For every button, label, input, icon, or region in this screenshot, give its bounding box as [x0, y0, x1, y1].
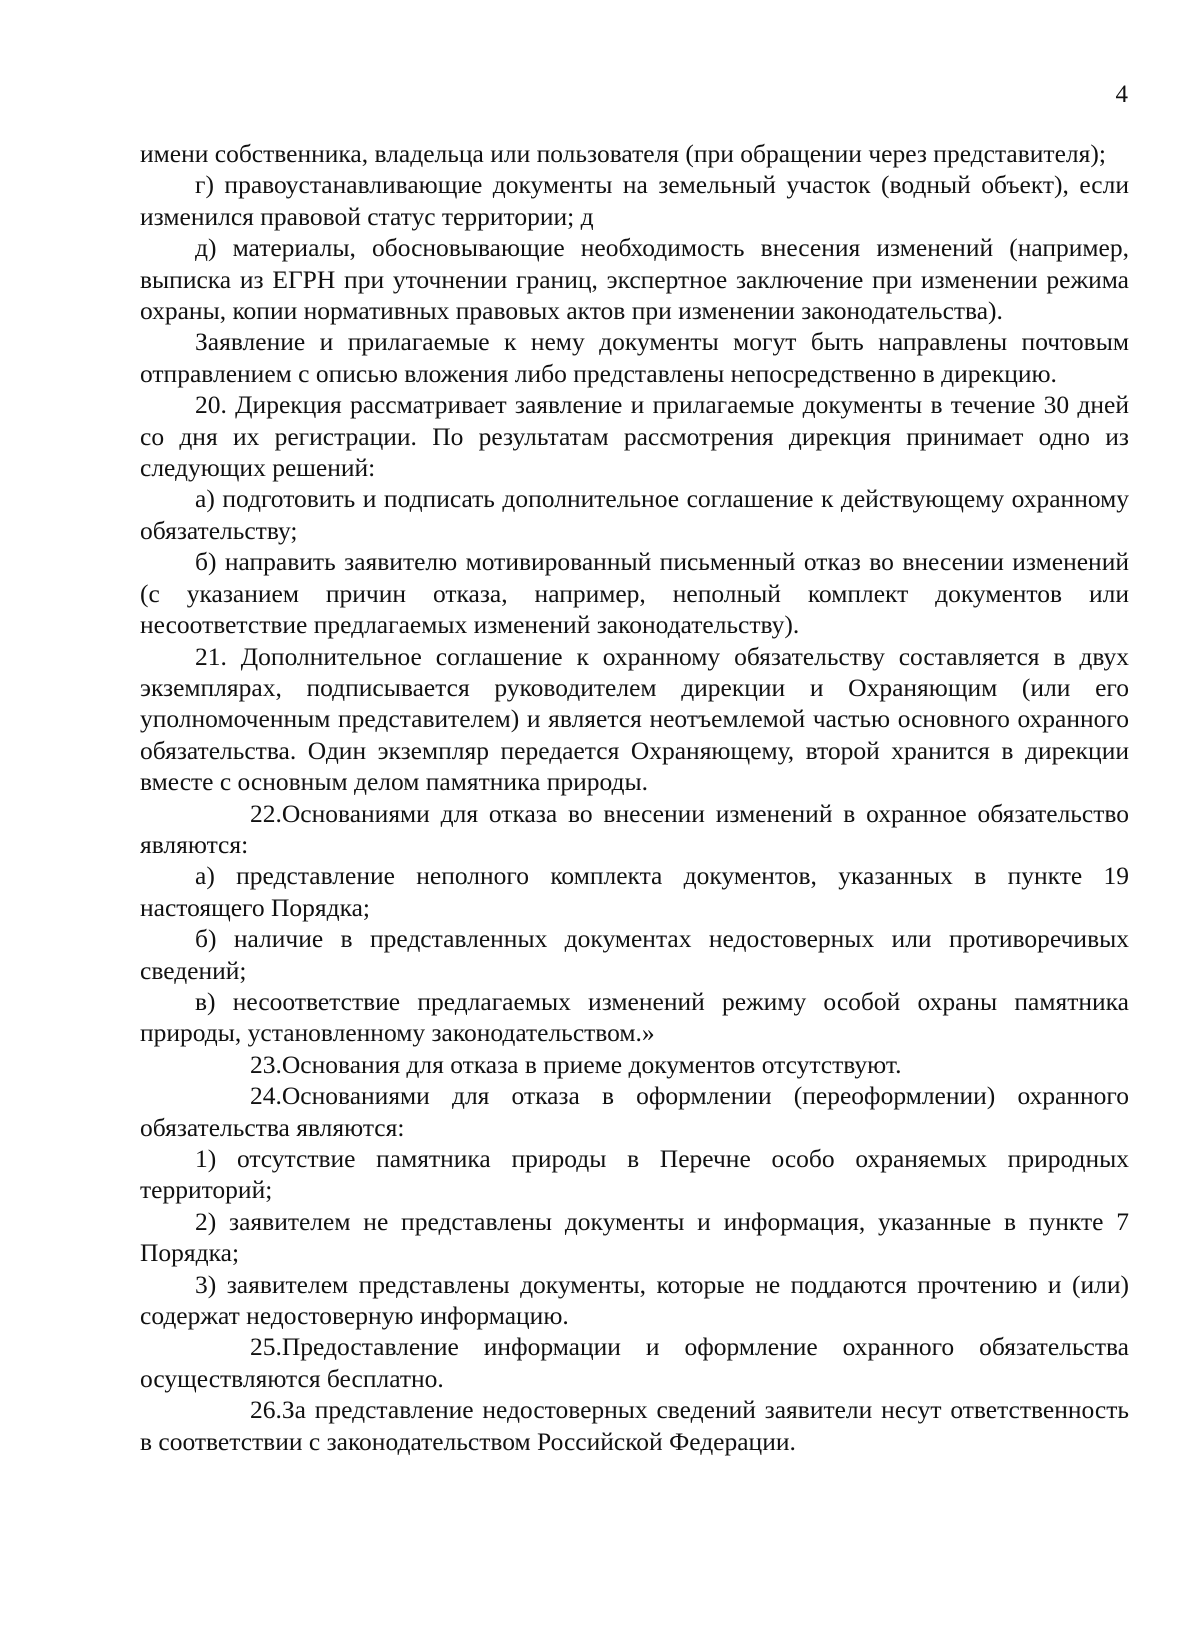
- paragraph: 1) отсутствие памятника природы в Перечне особо охраняемых природных территорий;: [140, 1144, 1129, 1205]
- paragraph: б) наличие в представленных документах недостоверных или противоречивых сведений;: [140, 924, 1129, 985]
- paragraph: д) материалы, обосновывающие необходимость внесения изменений (например, выписка из ЕГРН при уточнении границ, экспертное заключение при изменении режима охраны, копии нормативных правовых актов при изменении законодательства).: [140, 233, 1129, 326]
- paragraph: 2) заявителем не представлены документы и информация, указанные в пункте 7 Порядка;: [140, 1206, 1129, 1268]
- page-number: 4: [1115, 81, 1128, 108]
- paragraph: [140, 798, 1129, 861]
- paragraph-text: Основаниями для отказа в оформлении (переоформлении) охранного обязательства являются:: [140, 1081, 1129, 1142]
- paragraph: Заявление и прилагаемые к нему документы могут быть направлены почтовым отправлением с описью вложения либо представлены непосредственно в дирекцию.: [140, 327, 1129, 388]
- paragraph-text: Основаниями для отказа во внесении изменений в охранное обязательство являются:: [140, 798, 1129, 859]
- paragraph: б) направить заявителю мотивированный письменный отказ во внесении изменений (с указанием причин отказа, например, неполный комплект документов или несоответствие предлагаемых изменений законодательству).: [140, 547, 1129, 640]
- paragraph-text: Основания для отказа в приеме документов отсутствуют.: [281, 1049, 902, 1079]
- paragraph: [140, 1331, 1129, 1394]
- paragraph: а) представление неполного комплекта документов, указанных в пункте 19 настоящего Порядка;: [140, 861, 1129, 922]
- paragraph-text: За представление недостоверных сведений заявители несут ответственность в соответствии с законодательством Российской Федерации.: [140, 1395, 1129, 1456]
- paragraph: г) правоустанавливающие документы на земельный участок (водный объект), если изменился правовой статус территории; д: [140, 170, 1129, 231]
- paragraph: [140, 1080, 1129, 1143]
- paragraph-number: 23.: [250, 1049, 282, 1079]
- paragraph-number: 26.: [250, 1395, 282, 1425]
- paragraph: а) подготовить и подписать дополнительное соглашение к действующему охранному обязательству;: [140, 484, 1129, 545]
- document-body: [140, 138, 1129, 1457]
- paragraph: в) несоответствие предлагаемых изменений режиму особой охраны памятника природы, установленному законодательством.»: [140, 986, 1129, 1048]
- paragraph: 3) заявителем представлены документы, которые не поддаются прочтению и (или) содержат недостоверную информацию.: [140, 1269, 1129, 1331]
- paragraph-number: 25.: [250, 1332, 282, 1362]
- paragraph: 21. Дополнительное соглашение к охранному обязательству составляется в двух экземплярах, подписывается руководителем дирекции и Охраняющим (или его уполномоченным представителем) и является неотъемлемой частью основного охранного обязательства. Один экземпляр передается Охраняющему, второй хранится в дирекции вместе с основным делом памятника природы.: [140, 641, 1129, 797]
- paragraph: 20. Дирекция рассматривает заявление и прилагаемые документы в течение 30 дней со дня их регистрации. По результатам рассмотрения дирекция принимает одно из следующих решений:: [140, 390, 1129, 483]
- paragraph: [140, 1049, 1129, 1080]
- paragraph: имени собственника, владельца или пользователя (при обращении через представителя);: [140, 139, 1106, 168]
- paragraph-number: 24.: [250, 1081, 282, 1111]
- paragraph-number: 22.: [250, 798, 282, 828]
- paragraph-text: Предоставление информации и оформление охранного обязательства осуществляются бесплатно.: [140, 1332, 1129, 1393]
- paragraph: [140, 1394, 1129, 1457]
